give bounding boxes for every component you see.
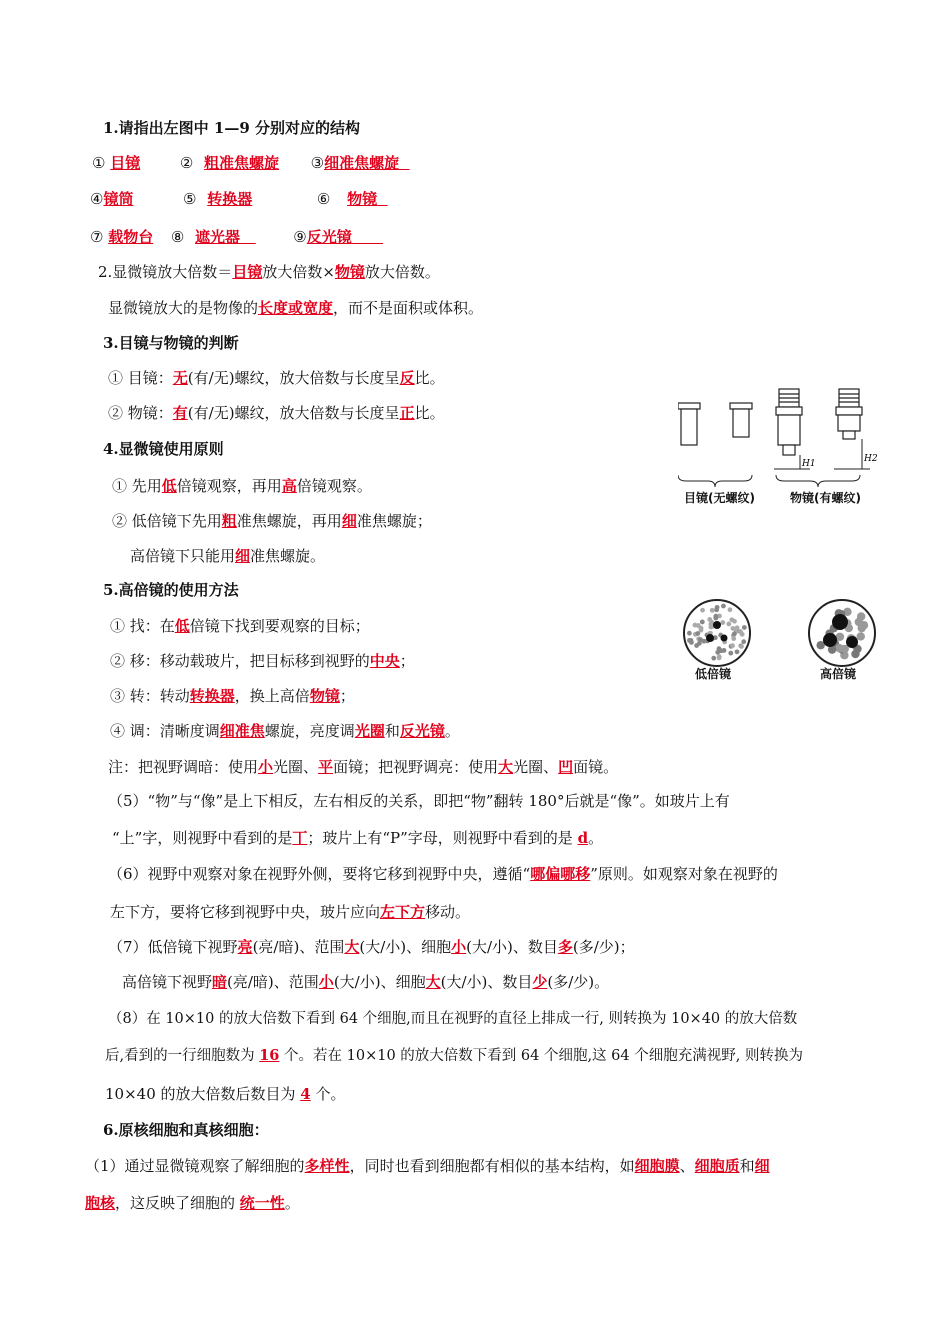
- cell-dot: [721, 604, 726, 609]
- cell-dot: [687, 631, 692, 636]
- cell-dot: [732, 631, 737, 636]
- cell-dot: [832, 614, 848, 630]
- cell-dot: [693, 623, 698, 628]
- magnification-diagram: [680, 598, 880, 668]
- cell-dot: [713, 614, 718, 619]
- answer-row-1: [92, 153, 410, 173]
- num-8: ⑧: [170, 228, 185, 246]
- magnification-figure: [680, 598, 880, 688]
- section-5-note: 注：把视野调暗：使用小光圈、平面镜；把视野调亮：使用大光圈、凹面镜。: [108, 758, 619, 776]
- para-6-line-1: （6）视野中观察对象在视野外侧，要将它移到视野中央，遵循“哪偏哪移”原则。如观察对象在视野的: [108, 865, 778, 883]
- h2-label: H2: [864, 454, 878, 464]
- para-8-line-1: （8）在 10×10 的放大倍数下看到 64 个细胞,而且在视野的直径上排成一行, 则转换为 10×40 的放大倍数: [108, 1011, 798, 1027]
- high-power-caption: 高倍镜: [820, 667, 857, 681]
- answer-eyepiece: 目镜: [232, 263, 263, 281]
- answer-row-2: [90, 189, 388, 209]
- num-6: ⑥: [316, 190, 331, 208]
- lens-comparison-figure: [678, 385, 878, 510]
- num-4: ④: [90, 190, 104, 208]
- section-3-line-2: ② 物镜：有(有/无)螺纹，放大倍数与长度呈正比。: [108, 404, 445, 422]
- answer-row-3: [90, 227, 383, 247]
- cell-dot: [730, 643, 735, 648]
- section-2-line-2: 显微镜放大的是物像的长度或宽度，而不是面积或体积。: [108, 299, 484, 317]
- cell-dot: [700, 608, 705, 613]
- cell-dot: [689, 640, 694, 645]
- cell-dot: [720, 620, 725, 625]
- objective-long-icon: [776, 389, 802, 455]
- section-6-line-2: 胞核，这反映了细胞的 统一性。: [85, 1194, 300, 1212]
- num-9: ⑨: [293, 228, 307, 246]
- section-4-line-3: 高倍镜下只能用细准焦螺旋。: [130, 547, 326, 565]
- answer-9: 反光镜: [306, 228, 352, 246]
- answer-1: 目镜: [110, 154, 141, 172]
- cell-dot: [717, 656, 722, 661]
- answer-3: 细准焦螺旋: [324, 154, 400, 172]
- cell-dot: [857, 632, 865, 640]
- para-7-line-1: （7）低倍镜下视野亮(亮/暗)、范围大(大/小)、细胞小(大/小)、数目多(多/少)；: [108, 938, 635, 956]
- section-3-line-1: ① 目镜：无(有/无)螺纹，放大倍数与长度呈反比。: [108, 369, 445, 387]
- cell-dot: [823, 633, 837, 647]
- answer-7: 载物台: [108, 228, 154, 246]
- cell-dot: [700, 620, 705, 625]
- cell-dot: [697, 641, 702, 646]
- section-6-line-1: （1）通过显微镜观察了解细胞的多样性，同时也看到细胞都有相似的基本结构，如细胞膜、细胞质和细: [85, 1157, 770, 1175]
- num-5: ⑤: [183, 190, 197, 208]
- section-5-line-3: ③ 转：转动转换器，换上高倍物镜；: [110, 687, 355, 705]
- cell-dot: [715, 605, 720, 610]
- section-5-line-2: ② 移：移动载玻片，把目标移到视野的中央；: [110, 652, 415, 670]
- num-7: ⑦: [90, 228, 104, 246]
- objective-caption: 物镜(有螺纹): [790, 491, 861, 505]
- brace-left: [678, 475, 752, 487]
- cell-dot: [710, 608, 715, 613]
- cell-dot: [738, 629, 743, 634]
- answer-4: 镜筒: [103, 190, 134, 208]
- section-2-line-1: 2.显微镜放大倍数＝目镜放大倍数×物镜放大倍数。: [98, 263, 440, 281]
- cell-dot: [730, 626, 735, 631]
- cell-dot: [721, 635, 728, 642]
- section-4-heading: 4.显微镜使用原则: [103, 440, 224, 458]
- section-5-heading: 5.高倍镜的使用方法: [103, 581, 239, 599]
- cell-dot: [699, 628, 704, 633]
- cell-dot: [735, 649, 740, 654]
- section-3-heading: 3.目镜与物镜的判断: [103, 334, 239, 352]
- cell-dot: [857, 612, 865, 620]
- cell-dot: [835, 644, 843, 652]
- eyepiece-long-icon: [678, 403, 700, 445]
- para-5-line-1: （5）“物”与“像”是上下相反，左右相反的关系，即把“物”翻转 180°后就是“像”。如玻片上有: [108, 792, 730, 810]
- section-4-line-2: ② 低倍镜下先用粗准焦螺旋，再用细准焦螺旋；: [112, 512, 432, 530]
- cell-dot: [726, 622, 731, 627]
- cell-dot: [851, 650, 859, 658]
- cell-dot: [711, 656, 716, 661]
- para-7-line-2: 高倍镜下视野暗(亮/暗)、范围小(大/小)、细胞大(大/小)、数目少(多/少)。: [122, 973, 610, 991]
- num-3: ③: [310, 154, 325, 172]
- cell-dot: [706, 634, 714, 642]
- h1-label: H1: [802, 459, 816, 469]
- para-8-line-3: 10×40 的放大倍数后数目为 4 个。: [105, 1085, 346, 1103]
- cell-dot: [713, 621, 721, 629]
- eyepiece-short-icon: [730, 403, 752, 437]
- cell-dot: [735, 625, 740, 630]
- section-5-line-4: ④ 调：清晰度调细准焦螺旋，亮度调光圈和反光镜。: [110, 722, 460, 740]
- para-6-line-2: 左下方，要将它移到视野中央，玻片应向左下方移动。: [110, 903, 471, 921]
- cell-dot: [741, 639, 746, 644]
- cell-dot: [846, 636, 858, 648]
- objective-short-icon: [836, 389, 862, 439]
- low-power-caption: 低倍镜: [695, 667, 732, 681]
- num-2: ②: [179, 154, 194, 172]
- cell-dot: [732, 619, 737, 624]
- answer-8: 遮光器: [195, 228, 241, 246]
- section-5-line-1: ① 找：在低倍镜下找到要观察的目标；: [110, 617, 370, 635]
- cell-dot: [739, 644, 744, 649]
- cell-dot: [728, 607, 733, 612]
- cell-dot: [731, 636, 736, 641]
- section-4-line-1: ① 先用低倍镜观察，再用高倍镜观察。: [112, 477, 372, 495]
- para-8-line-2: 后,看到的一行细胞数为 16 个。若在 10×10 的放大倍数下看到 64 个细胞,这 64 个细胞充满视野, 则转换为: [105, 1047, 803, 1064]
- answer-objective: 物镜: [334, 263, 365, 281]
- answer-2: 粗准焦螺旋: [204, 154, 280, 172]
- para-5-line-2: “上”字，则视野中看到的是丅；玻片上有“P”字母，则视野中看到的是 d。: [112, 829, 604, 847]
- cell-dot: [709, 625, 714, 630]
- eyepiece-caption: 目镜(无螺纹): [684, 491, 755, 505]
- cell-dot: [717, 646, 722, 651]
- brace-right: [776, 475, 860, 487]
- num-1: ①: [92, 154, 106, 172]
- section-6-heading: 6.原核细胞和真核细胞：: [103, 1121, 269, 1139]
- answer-6: 物镜: [347, 190, 378, 208]
- cell-dot: [858, 624, 866, 632]
- answer-5: 转换器: [207, 190, 253, 208]
- section-1-heading: 1.请指出左图中 1—9 分别对应的结构: [103, 119, 360, 137]
- cell-dot: [742, 625, 747, 630]
- answer-length: 长度或宽度: [258, 299, 334, 317]
- cell-dot: [728, 651, 733, 656]
